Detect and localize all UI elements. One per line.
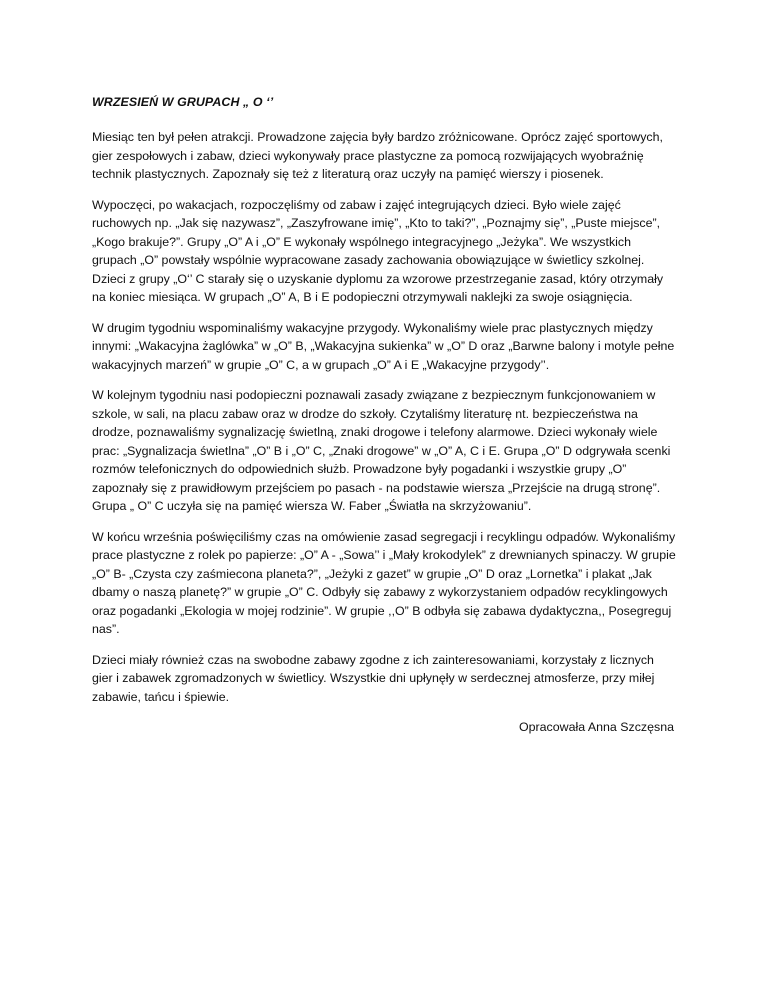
- paragraph-recycling: W końcu września poświęciliśmy czas na omówienie zasad segregacji i recyklingu odpadów. Wykonaliśmy prace plastyczne z rolek po papierze: „O” A - „Sowa’’ i „Mały krokodylek” z drewnianych spinaczy. W grupie „O” B- „Czysta czy zaśmiecona planeta?”, „Jeżyki z gazet” w grupie „O” D oraz „Lornetka” i plakat „Jak dbamy o naszą planetę?” w grupie „O” C. Odbyły się zabawy z wykorzystaniem odpadów recyklingowych oraz pogadanki „Ekologia w mojej rodzinie”. W grupie ,,O” B odbyła się zabawa dydaktyczna,, Posegreguj nas”.: [92, 529, 676, 636]
- paragraph-intro: Miesiąc ten był pełen atrakcji. Prowadzone zajęcia były bardzo zróżnicowane. Oprócz zajęć sportowych, gier zespołowych i zabaw, dzieci wykonywały prace plastyczne za pomocą rozwijających wyobraźnię technik plastycznych. Zapoznały się też z literaturą oraz uczyły na pamięć wierszy i piosenek.: [92, 130, 663, 181]
- paragraph-summary: Dzieci miały również czas na swobodne zabawy zgodne z ich zainteresowaniami, korzystały z licznych gier i zabawek zgromadzonych w świetlicy. Wszystkie dni upłynęły w serdecznej atmosferze, przy miłej zabawie, tańcu i śpiewie.: [92, 652, 655, 704]
- paragraph-safety: W kolejnym tygodniu nasi podopieczni poznawali zasady związane z bezpiecznym funkcjonowaniem w szkole, w sali, na placu zabaw oraz w drodze do szkoły. Czytaliśmy literaturę nt. bezpieczeństwa na drodze, poznawaliśmy sygnalizację świetlną, znaki drogowe i telefony alarmowe. Dzieci wykonały wiele prac: „Sygnalizacja świetlna” „O” B i „O” C, „Znaki drogowe” w „O” A, C i E. Grupa „O” D odgrywała scenki rozmów telefonicznych do odpowiednich służb. Prowadzone były pogadanki i wszystkie grupy „O” zapoznały się z prawidłowym przejściem po pasach - na podstawie wiersza „Przejście na drugą stronę”. Grupa „ O” C uczyła się na pamięć wiersza W. Faber „Światła na skrzyżowaniu”.: [92, 388, 671, 513]
- author-signature: Opracowała Anna Szczęsna: [519, 720, 674, 734]
- paragraph-holidays: W drugim tygodniu wspominaliśmy wakacyjne przygody. Wykonaliśmy wiele prac plastycznych między innymi: „Wakacyjna żaglówka” w „O” B, „Wakacyjna sukienka” w „O” D oraz „Barwne balony i motyle pełne wakacyjnych marzeń” w grupie „O” C, a w grupach „O” A i E „Wakacyjne przygody’’.: [92, 320, 675, 372]
- paragraph-integration: Wypoczęci, po wakacjach, rozpoczęliśmy od zabaw i zajęć integrujących dzieci. Było wiele zajęć ruchowych np. „Jak się nazywasz”, „Zaszyfrowane imię”, „Kto to taki?”, „Poznajmy się”, „Puste miejsce”, „Kogo brakuje?”. Grupy „O” A i „O” E wykonały wspólnego integracyjnego „Jeżyka”. We wszystkich grupach „O” powstały wspólnie wypracowane zasady zachowania obowiązujące w świetlicy szkolnej. Dzieci z grupy „O‘’ C starały się o uzyskanie dyplomu za wzorowe przestrzeganie zasad, który otrzymały na koniec miesiąca. W grupach „O” A, B i E podopieczni otrzymywali naklejki za swoje osiągnięcia.: [92, 197, 664, 304]
- document-title: WRZESIEŃ W GRUPACH „ O ‘’: [92, 95, 274, 109]
- document-body: [92, 93, 678, 736]
